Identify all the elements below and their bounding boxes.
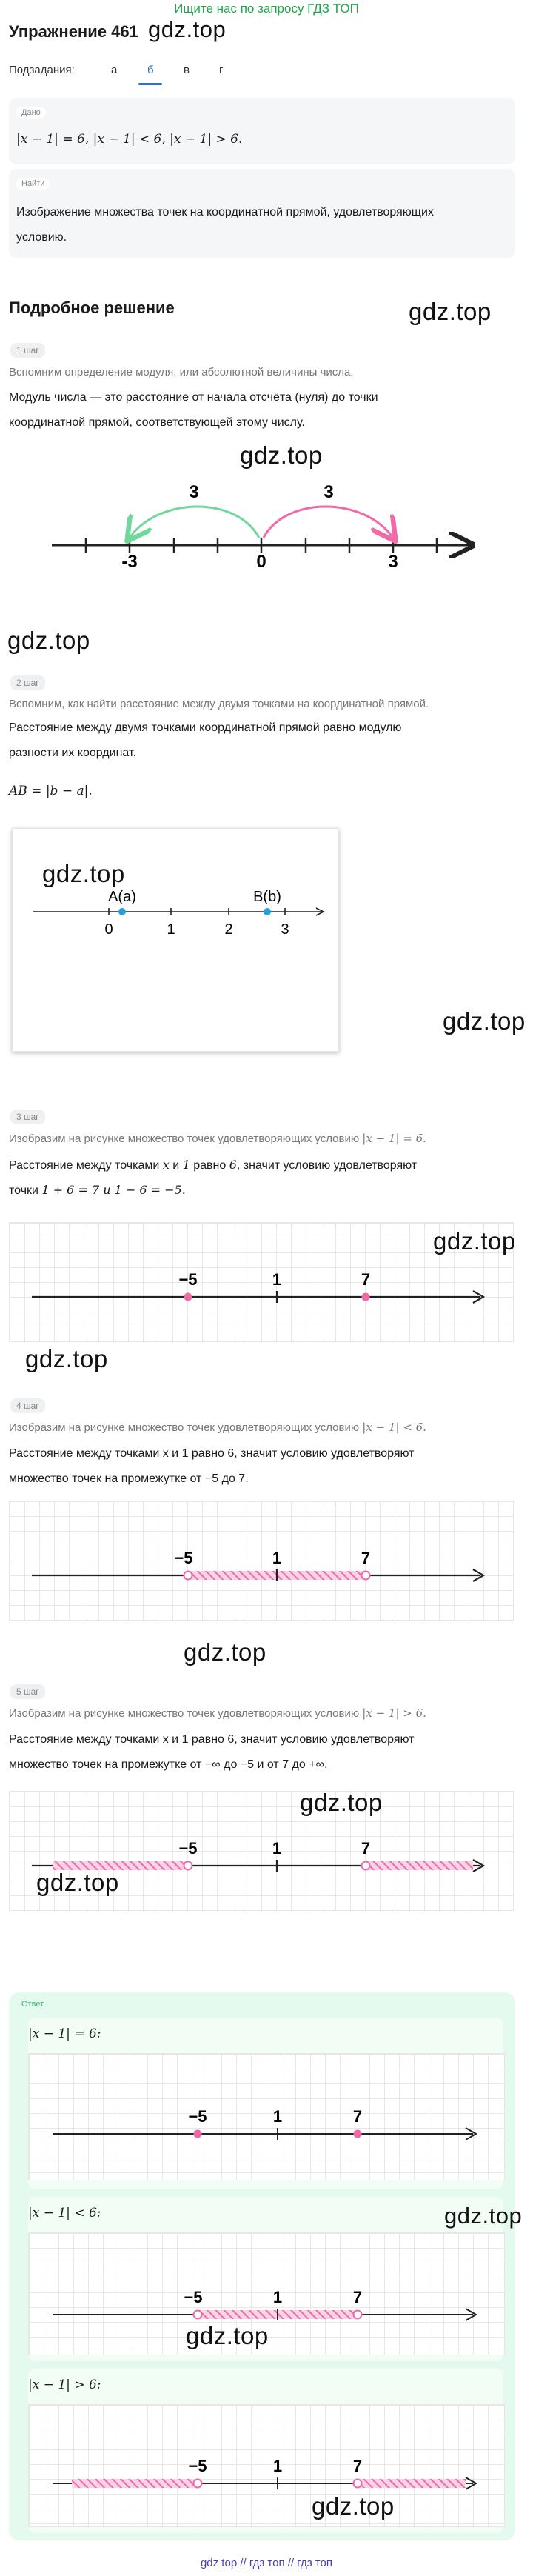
label-minus5: −5 [188,2457,207,2475]
step3-line-2: точки 1 + 6 = 7 и 1 − 6 = −5. [9,1183,186,1197]
tab-g[interactable]: г [219,64,224,76]
step1-line-1: Модуль числа — это расстояние от начала отсчёта (нуля) до точки [9,391,378,404]
answer-grid-1 [28,2053,505,2180]
given-chip: Дано [16,107,46,119]
step1-hint: Вспомним определение модуля, или абсолютной величины числа. [9,366,354,378]
watermark: gdz.top [184,1638,266,1666]
point-7 [354,2130,362,2138]
page-title: Упражнение 461 [9,22,138,41]
point-a [118,908,126,915]
label-1: 1 [272,2457,283,2475]
tick-3: 3 [281,921,289,938]
watermark: gdz.top [25,1345,108,1372]
open-point-minus5 [184,1572,192,1580]
find-line-2: условию. [16,231,67,244]
label-7: 7 [361,1549,371,1567]
step2-line-2: разности их координат. [9,747,136,759]
step3-grid [9,1222,514,1342]
label-7: 7 [361,1839,371,1858]
left-distance-arc [130,507,259,538]
left-ray-hatch [72,2479,198,2488]
watermark: gdz.top [7,627,90,654]
label-1: 1 [272,1270,282,1289]
tab-a[interactable]: а [111,64,118,76]
watermark: gdz.top [36,1869,119,1896]
answer-item-3 [28,2369,503,2533]
label-1: 1 [272,1839,282,1858]
watermark: gdz.top [312,2492,395,2520]
label-1: 1 [272,1549,282,1567]
label-7: 7 [352,2107,363,2126]
step5-hint: Изобразим на рисунке множество точек удовлетворяющих условию |x − 1| > 6. [9,1706,426,1720]
watermark: gdz.top [42,860,125,887]
step4-hint: Изобразим на рисунке множество точек удовлетворяющих условию |x − 1| < 6. [9,1421,426,1434]
step4-grid [9,1501,514,1621]
watermark: gdz.top [444,2203,523,2229]
tab-v[interactable]: в [184,64,190,76]
distance-figure [12,828,339,1052]
tick-label-0: 0 [256,552,266,570]
left-distance-label: 3 [189,482,199,502]
label-minus5: −5 [174,1549,193,1567]
label-minus5: −5 [188,2107,207,2126]
modulus-diagram [0,467,533,570]
step5-grid [9,1791,514,1911]
step4-line-1: Расстояние между точками x и 1 равно 6, значит условию удовлетворяют [9,1447,415,1460]
open-point-minus5 [194,2311,202,2319]
point-7 [362,1293,370,1301]
answer-number-line-1 [29,2054,504,2180]
step4-chip: 4 шаг [10,1398,45,1413]
watermark: gdz.top [300,1789,383,1816]
step5-line-2: множество точек на промежутке от −∞ до −5 и от 7 до +∞. [9,1758,328,1771]
given-expression: |x − 1| = 6, |x − 1| < 6, |x − 1| > 6. [16,132,243,147]
distance-formula: AB = |b − a|. [9,784,93,798]
step4-number-line [10,1501,513,1620]
tick-2: 2 [224,921,233,938]
label-7: 7 [352,2457,363,2475]
watermark: gdz.top [148,16,227,42]
answer-grid-2 [28,2232,505,2355]
point-minus5 [184,1293,192,1301]
answer-item-2 [28,2197,503,2361]
step4-line-2: множество точек на промежутке от −5 до 7. [9,1472,249,1485]
label-minus5: −5 [178,1839,198,1858]
label-minus5: −5 [184,2288,203,2306]
tab-b[interactable]: б [147,64,154,76]
step5-line-1: Расстояние между точками x и 1 равно 6, значит условию удовлетворяют [9,1733,415,1746]
find-chip: Найти [16,178,50,190]
find-line-1: Изображение множества точек на координатной прямой, удовлетворяющих [16,206,434,218]
open-point-7 [354,2480,362,2488]
right-distance-label: 3 [324,482,334,502]
answer-condition-2: |x − 1| < 6: [28,2206,101,2220]
point-b-label: B(b) [253,889,281,905]
open-point-7 [354,2311,362,2319]
watermark: gdz.top [409,298,492,325]
step2-line-1: Расстояние между двумя точками координатной прямой равно модулю [9,721,402,734]
answer-condition-1: |x − 1| = 6: [28,2026,101,2041]
answer-number-line-3 [29,2405,504,2526]
step3-hint: Изобразим на рисунке множество точек удовлетворяющих условию |x − 1| = 6. [9,1132,426,1145]
label-1: 1 [272,2288,283,2306]
point-minus5 [194,2130,202,2138]
tick-label-3: 3 [388,552,398,570]
find-card [9,169,515,258]
tick-label-minus3: -3 [121,552,138,570]
watermark: gdz.top [186,2322,269,2349]
point-b [264,908,271,915]
watermark: gdz.top [443,1007,526,1035]
open-point-7 [362,1572,370,1580]
top-search-link[interactable]: Ищите нас по запросу ГДЗ ТОП [174,1,359,16]
step2-chip: 2 шаг [10,675,45,690]
label-7: 7 [352,2288,363,2306]
watermark: gdz.top [433,1227,516,1255]
answer-chip: Ответ [21,2000,44,2009]
step1-chip: 1 шаг [10,343,45,358]
label-1: 1 [272,2107,283,2126]
open-point-7 [362,1862,370,1870]
label-7: 7 [361,1270,371,1289]
label-minus5: −5 [178,1270,198,1289]
watermark: gdz.top [240,441,323,469]
step2-hint: Вспомним, как найти расстояние между двумя точками на координатной прямой. [9,698,429,710]
step3-line-1: Расстояние между точками x и 1 равно 6, значит условию удовлетворяют [9,1158,418,1172]
open-point-minus5 [184,1862,192,1870]
open-point-minus5 [194,2480,202,2488]
tick-1: 1 [167,921,175,938]
right-distance-arc [264,507,393,538]
distance-number-line [13,881,338,940]
answer-section [9,1992,515,2540]
step5-chip: 5 шаг [10,1684,45,1699]
active-tab-indicator [138,83,162,85]
right-ray-hatch [366,1861,473,1870]
given-card [9,98,515,164]
point-a-label: A(a) [108,889,136,905]
subtasks-label: Подзадания: [9,64,75,76]
right-ray-hatch [358,2479,466,2488]
answer-grid-3 [28,2404,505,2527]
step1-line-2: координатной прямой, соответствующей этому числу. [9,416,305,429]
answer-condition-3: |x − 1| > 6: [28,2378,101,2392]
solution-title: Подробное решение [9,298,175,317]
answer-item-1 [28,2018,503,2189]
footer-links[interactable]: gdz top // гдз топ // гдз топ [200,2557,333,2569]
step3-chip: 3 шаг [10,1110,45,1124]
tick-0: 0 [104,921,113,938]
